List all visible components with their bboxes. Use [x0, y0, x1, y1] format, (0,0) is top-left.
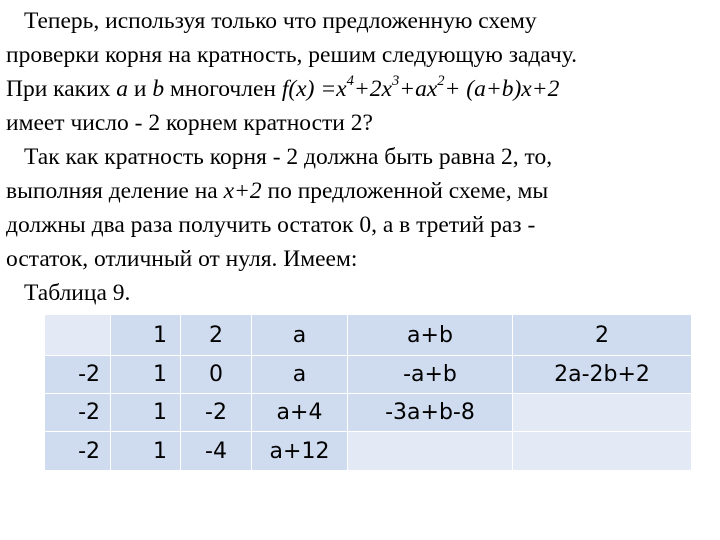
paragraph-line [6, 174, 714, 208]
paragraph-line: Так как кратность корня - 2 должна быть равна 2, то, [24, 144, 553, 170]
text-segment: многочлен [164, 76, 282, 102]
table-cell: 0 [181, 356, 252, 394]
text-segment: При каких [6, 76, 117, 102]
table-row [45, 356, 692, 394]
horner-table [44, 314, 692, 471]
table-cell: -a+b [348, 356, 513, 394]
text-segment: по предложенной схеме, мы [261, 178, 549, 204]
variable-b: b [152, 76, 165, 102]
table-cell: 1 [111, 432, 181, 471]
table-cell: 1 [111, 315, 181, 356]
formula-part: +ax [399, 76, 438, 102]
exponent: 2 [437, 73, 445, 89]
exponent: 3 [391, 73, 400, 89]
formula-part: + (a+b)x+2 [444, 76, 560, 102]
problem-text [6, 4, 714, 310]
table-cell: a [252, 356, 348, 394]
table-cell: 2a-2b+2 [513, 356, 692, 394]
formula-part: +2x [353, 76, 392, 102]
table-cell: 1 [111, 394, 181, 432]
table-cell [513, 394, 692, 432]
table-cell: 2 [513, 315, 692, 356]
table-row [45, 394, 692, 432]
table-cell: a+12 [252, 432, 348, 471]
table-cell [45, 315, 111, 356]
paragraph-line: имеет число - 2 корнем кратности 2? [6, 110, 373, 136]
table-cell: -2 [45, 356, 111, 394]
table-cell [348, 432, 513, 471]
paragraph-line: должны два раза получить остаток 0, а в третий раз - [6, 212, 536, 238]
table-cell: -3a+b-8 [348, 394, 513, 432]
table-cell: a+b [348, 315, 513, 356]
table-cell: -2 [181, 394, 252, 432]
table-row [45, 432, 692, 471]
paragraph-line: остаток, отличный от нуля. Имеем: [6, 246, 358, 272]
formula-part: f(x) =x [281, 76, 347, 102]
horner-table-body [45, 315, 692, 471]
paragraph-line [6, 72, 714, 106]
paragraph-line: проверки корня на кратность, решим следующую задачу. [6, 42, 577, 68]
polynomial-formula [281, 73, 560, 102]
variable-a: a [116, 76, 129, 102]
table-cell: -2 [45, 432, 111, 471]
paragraph-line: Теперь, используя только что предложенную схему [24, 8, 537, 34]
table-row [45, 315, 692, 356]
table-cell: 2 [181, 315, 252, 356]
table-cell [513, 432, 692, 471]
table-cell: -2 [45, 394, 111, 432]
text-segment: и [128, 76, 153, 102]
text-segment: выполняя деление на [6, 178, 224, 204]
exponent: 4 [346, 73, 354, 89]
table-cell: a [252, 315, 348, 356]
table-cell: a+4 [252, 394, 348, 432]
table-caption: Таблица 9. [24, 280, 131, 306]
divisor-expression: x+2 [223, 178, 262, 204]
table-cell: 1 [111, 356, 181, 394]
table-cell: -4 [181, 432, 252, 471]
